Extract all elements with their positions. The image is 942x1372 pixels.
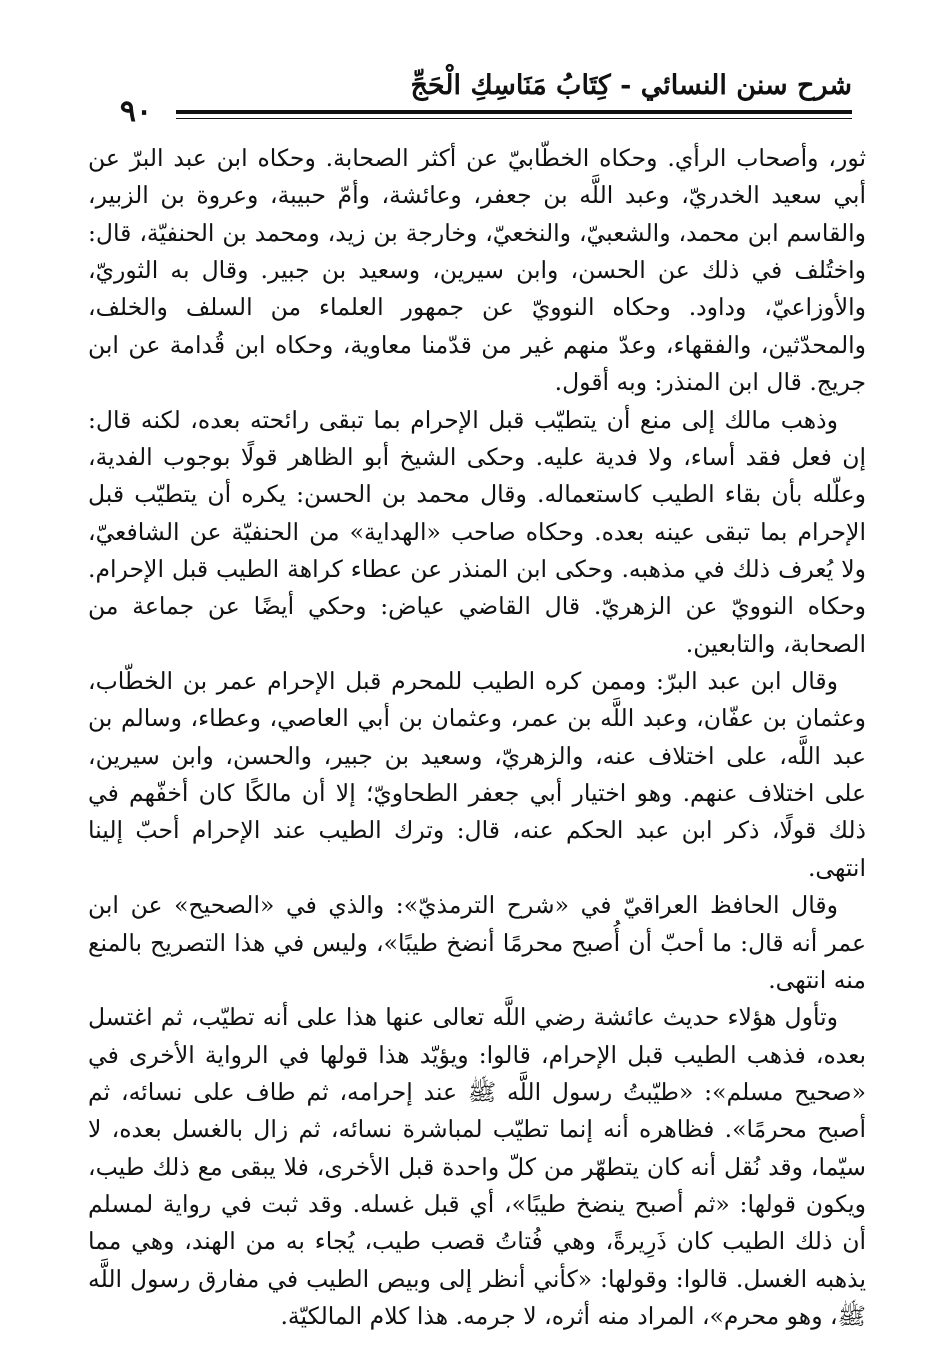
- header-rule-thick: [176, 110, 852, 114]
- paragraph-2: وذهب مالك إلى منع أن يتطيّب قبل الإحرام بما تبقى رائحته بعده، لكنه قال: إن فعل فقد أساء، ولا فدية عليه. وحكى الشيخ أبو الظاهر قولًا بوجوب الفدية، وعلّله بأن بقاء الطيب كاستعماله. وقال محمد بن الحسن: يكره أن يتطيّب قبل الإحرام بما تبقى عينه بعده. وحكاه صاحب «الهداية» من الحنفيّة عن الشافعيّ، ولا يُعرف ذلك في مذهبه. وحكى ابن المنذر عن عطاء كراهة الطيب قبل الإحرام. وحكاه النوويّ عن الزهريّ. قال القاضي عياض: وحكي أيضًا عن جماعة من الصحابة، والتابعين.: [88, 405, 866, 658]
- paragraph-4: وقال الحافظ العراقيّ في «شرح الترمذيّ»: والذي في «الصحيح» عن ابن عمر أنه قال: ما أحبّ أن أُصبح محرمًا أنضخ طيبًا»، وليس في هذا التصريح بالمنع منه انتهى.: [88, 891, 866, 994]
- page-number: ٩٠: [119, 94, 153, 129]
- paragraph-5: وتأول هؤلاء حديث عائشة رضي اللَّه تعالى عنها هذا على أنه تطيّب، ثم اغتسل بعده، فذهب الطيب قبل الإحرام، قالوا: ويؤيّد هذا قولها في الرواية الأخرى في «صحيح مسلم»: «طيّبتُ رسول اللَّه ﷺ عند إحرامه، ثم طاف على نسائه، ثم أصبح محرمًا». فظاهره أنه إنما تطيّب لمباشرة نسائه، ثم زال بالغسل بعده، لا سيّما، وقد نُقل أنه كان يتطهّر من كلّ واحدة قبل الأخرى، فلا يبقى مع ذلك طيب، ويكون قولها: «ثم أصبح ينضخ طيبًا»، أي قبل غسله. وقد ثبت في رواية لمسلم أن ذلك الطيب كان ذَرِيرةً، وهي فُتاتُ قصب طيب، يُجاء به من الهند، وهي مما يذهبه الغسل. قالوا: وقولها: «كأني أنظر إلى وبيص الطيب في مفارق رسول اللَّه ﷺ، وهو محرم»، المراد منه أثره، لا جرمه. هذا كلام المالكيّة.: [88, 1003, 866, 1331]
- running-header-title: شرح سنن النسائي - كِتَابُ مَنَاسِكِ الْحَجِّ: [410, 70, 852, 101]
- paragraph-1: ثور، وأصحاب الرأي. وحكاه الخطّابيّ عن أكثر الصحابة. وحكاه ابن عبد البرّ عن أبي سعيد الخدريّ، وعبد اللَّه بن جعفر، وعائشة، وأمّ حبيبة، وعروة بن الزبير، والقاسم ابن محمد، والشعبيّ، والنخعيّ، وخارجة بن زيد، ومحمد بن الحنفيّة، قال: واختُلف في ذلك عن الحسن، وابن سيرين، وسعيد بن جبير. وقال به الثوريّ، والأوزاعيّ، وداود. وحكاه النوويّ عن جمهور العلماء من السلف والخلف، والمحدّثين، والفقهاء، وعدّ منهم غير من قدّمنا معاوية، وحكاه ابن قُدامة عن ابن جريج. قال ابن المنذر: وبه أقول.: [88, 144, 866, 397]
- paragraph-3: وقال ابن عبد البرّ: وممن كره الطيب للمحرم قبل الإحرام عمر بن الخطّاب، وعثمان بن عفّان، وعبد اللَّه بن عمر، وعثمان بن أبي العاصي، وعطاء، وسالم بن عبد اللَّه، على اختلاف عنه، والزهريّ، وسعيد بن جبير، والحسن، وابن سيرين، على اختلاف عنهم. وهو اختيار أبي جعفر الطحاويّ؛ إلا أن مالكًا كان أخفّهم في ذلك قولًا، ذكر ابن عبد الحكم عنه، قال: وترك الطيب عند الإحرام أحبّ إلينا انتهى.: [88, 667, 866, 882]
- body-text: [88, 140, 866, 1372]
- header-rule-thin: [176, 118, 852, 119]
